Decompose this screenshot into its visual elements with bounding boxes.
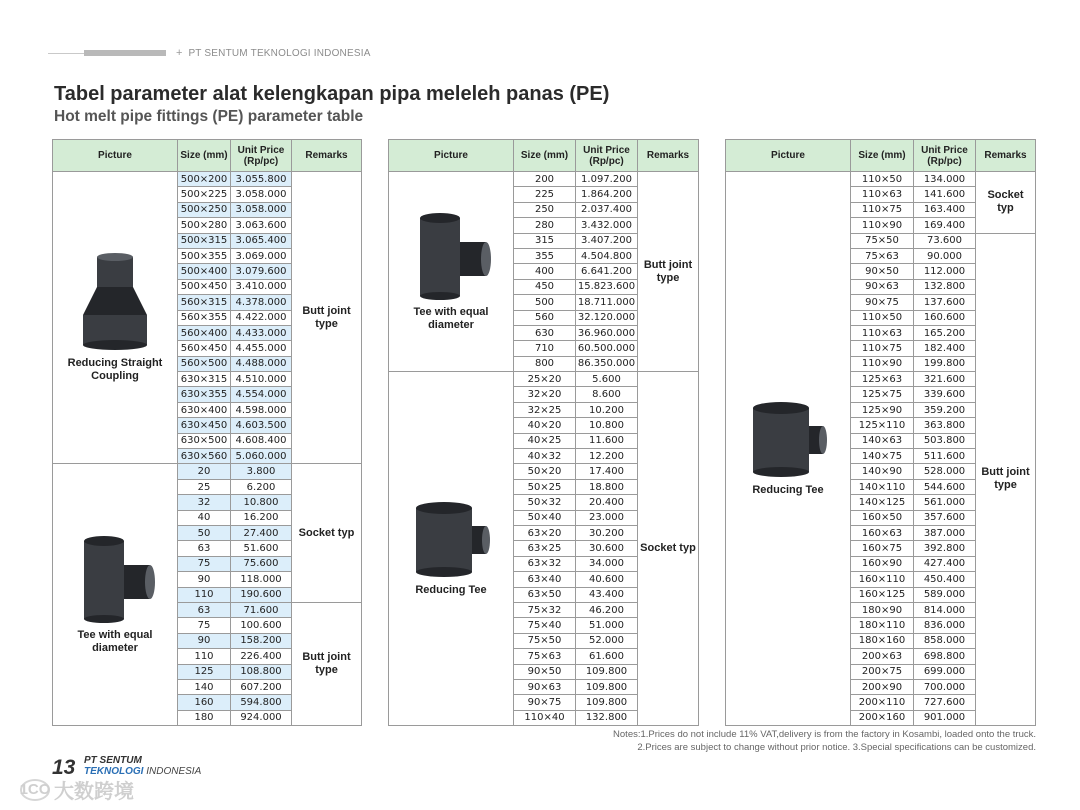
size-cell: 110×75 <box>851 202 914 217</box>
price-cell: 18.800 <box>576 479 638 494</box>
table-row <box>53 172 362 187</box>
price-cell: 3.432.000 <box>576 218 638 233</box>
price-cell: 90.000 <box>914 248 976 263</box>
page-title: Tabel parameter alat kelengkapan pipa meleleh panas (PE) <box>54 83 610 105</box>
price-cell: 6.200 <box>231 479 292 494</box>
size-cell: 500×315 <box>178 233 231 248</box>
price-cell: 4.504.800 <box>576 248 638 263</box>
price-cell: 1.097.200 <box>576 172 638 187</box>
size-cell: 140×63 <box>851 433 914 448</box>
size-cell: 90 <box>178 572 231 587</box>
size-cell: 63 <box>178 541 231 556</box>
size-cell: 180 <box>178 710 231 725</box>
size-cell: 50×25 <box>514 479 576 494</box>
size-cell: 40×32 <box>514 449 576 464</box>
price-cell: 4.488.000 <box>231 356 292 371</box>
size-cell: 500×355 <box>178 248 231 263</box>
price-cell: 10.800 <box>576 418 638 433</box>
column-header-price: Unit Price (Rp/pc) <box>914 140 976 172</box>
price-cell: 132.800 <box>914 279 976 294</box>
size-cell: 90×63 <box>514 679 576 694</box>
price-cell: 30.600 <box>576 541 638 556</box>
price-cell: 10.800 <box>231 495 292 510</box>
price-cell: 858.000 <box>914 633 976 648</box>
size-cell: 50×32 <box>514 495 576 510</box>
size-cell: 75×32 <box>514 602 576 617</box>
price-cell: 16.200 <box>231 510 292 525</box>
size-cell: 125×110 <box>851 418 914 433</box>
product-cell-reducing-tee <box>389 372 514 726</box>
price-cell: 359.200 <box>914 402 976 417</box>
size-cell: 560×315 <box>178 295 231 310</box>
product-name: Reducing Tee <box>415 584 487 597</box>
size-cell: 160×50 <box>851 510 914 525</box>
price-cell: 36.960.000 <box>576 325 638 340</box>
size-cell: 200×63 <box>851 649 914 664</box>
size-cell: 75 <box>178 556 231 571</box>
price-cell: 924.000 <box>231 710 292 725</box>
notes-line-1: Notes:1.Prices do not include 11% VAT,delivery is from the factory in Kosambi, loaded onto the truck. <box>613 729 1036 740</box>
price-cell: 132.800 <box>576 710 638 725</box>
size-cell: 40×20 <box>514 418 576 433</box>
product-figure <box>728 400 848 497</box>
price-cell: 3.079.600 <box>231 264 292 279</box>
size-cell: 560×450 <box>178 341 231 356</box>
product-figure <box>391 212 511 332</box>
price-cell: 73.600 <box>914 233 976 248</box>
size-cell: 560×400 <box>178 325 231 340</box>
size-cell: 110×50 <box>851 172 914 187</box>
price-cell: 61.600 <box>576 649 638 664</box>
price-cell: 34.000 <box>576 556 638 571</box>
size-cell: 160×75 <box>851 541 914 556</box>
price-cell: 387.000 <box>914 525 976 540</box>
remark-cell: Butt joint type <box>976 233 1036 726</box>
size-cell: 500×400 <box>178 264 231 279</box>
column-header-price: Unit Price (Rp/pc) <box>231 140 292 172</box>
price-cell: 10.200 <box>576 402 638 417</box>
size-cell: 75×50 <box>851 233 914 248</box>
price-cell: 8.600 <box>576 387 638 402</box>
size-cell: 25×20 <box>514 372 576 387</box>
size-cell: 125×90 <box>851 402 914 417</box>
size-cell: 225 <box>514 187 576 202</box>
price-cell: 108.800 <box>231 664 292 679</box>
size-cell: 75×63 <box>851 248 914 263</box>
price-cell: 165.200 <box>914 325 976 340</box>
top-rule <box>48 47 371 59</box>
coupling-icon <box>77 253 153 351</box>
size-cell: 110×90 <box>851 218 914 233</box>
price-cell: 363.800 <box>914 418 976 433</box>
size-cell: 200×75 <box>851 664 914 679</box>
price-cell: 3.055.800 <box>231 172 292 187</box>
price-table-3 <box>725 139 1036 726</box>
price-cell: 3.407.200 <box>576 233 638 248</box>
product-name: Reducing Straight Coupling <box>67 356 163 382</box>
product-cell-tee-with-equal-diameter <box>53 464 178 726</box>
header-company: PT SENTUM TEKNOLOGI INDONESIA <box>188 47 371 59</box>
size-cell: 355 <box>514 248 576 263</box>
price-cell: 15.823.600 <box>576 279 638 294</box>
price-cell: 339.600 <box>914 387 976 402</box>
tee-equal-icon <box>74 535 156 623</box>
column-header-size: Size (mm) <box>851 140 914 172</box>
size-cell: 20 <box>178 464 231 479</box>
size-cell: 63×40 <box>514 572 576 587</box>
size-cell: 63×32 <box>514 556 576 571</box>
size-cell: 125×63 <box>851 372 914 387</box>
price-cell: 158.200 <box>231 633 292 648</box>
price-cell: 503.800 <box>914 433 976 448</box>
size-cell: 500×250 <box>178 202 231 217</box>
column-header-picture: Picture <box>53 140 178 172</box>
price-cell: 321.600 <box>914 372 976 387</box>
price-cell: 544.600 <box>914 479 976 494</box>
size-cell: 180×90 <box>851 602 914 617</box>
price-cell: 3.800 <box>231 464 292 479</box>
size-cell: 50×40 <box>514 510 576 525</box>
size-cell: 200 <box>514 172 576 187</box>
size-cell: 630×315 <box>178 372 231 387</box>
price-cell: 52.000 <box>576 633 638 648</box>
price-cell: 5.060.000 <box>231 449 292 464</box>
size-cell: 125 <box>178 664 231 679</box>
size-cell: 63×20 <box>514 525 576 540</box>
price-cell: 357.600 <box>914 510 976 525</box>
size-cell: 90×50 <box>514 664 576 679</box>
remark-cell: Butt joint type <box>292 602 362 725</box>
size-cell: 500×225 <box>178 187 231 202</box>
price-cell: 528.000 <box>914 464 976 479</box>
size-cell: 110×75 <box>851 341 914 356</box>
price-cell: 700.000 <box>914 679 976 694</box>
size-cell: 75×50 <box>514 633 576 648</box>
price-cell: 51.000 <box>576 618 638 633</box>
notes <box>613 728 1036 754</box>
price-cell: 182.400 <box>914 341 976 356</box>
size-cell: 90×75 <box>851 295 914 310</box>
watermark <box>20 775 134 804</box>
size-cell: 280 <box>514 218 576 233</box>
reducing-tee-icon <box>747 400 829 478</box>
price-cell: 814.000 <box>914 602 976 617</box>
size-cell: 560×355 <box>178 310 231 325</box>
price-cell: 40.600 <box>576 572 638 587</box>
price-cell: 109.800 <box>576 664 638 679</box>
size-cell: 75×40 <box>514 618 576 633</box>
price-cell: 75.600 <box>231 556 292 571</box>
product-figure <box>391 500 511 597</box>
size-cell: 140×75 <box>851 449 914 464</box>
column-header-remarks: Remarks <box>976 140 1036 172</box>
size-cell: 50×20 <box>514 464 576 479</box>
price-cell: 699.000 <box>914 664 976 679</box>
size-cell: 40×25 <box>514 433 576 448</box>
plus-icon: + <box>176 47 183 59</box>
size-cell: 25 <box>178 479 231 494</box>
footer-company-word-2: INDONESIA <box>146 766 202 777</box>
price-table-1 <box>52 139 362 726</box>
column-header-size: Size (mm) <box>514 140 576 172</box>
size-cell: 180×160 <box>851 633 914 648</box>
price-cell: 3.063.600 <box>231 218 292 233</box>
price-cell: 5.600 <box>576 372 638 387</box>
price-cell: 17.400 <box>576 464 638 479</box>
size-cell: 630×500 <box>178 433 231 448</box>
size-cell: 32×25 <box>514 402 576 417</box>
price-cell: 141.600 <box>914 187 976 202</box>
price-cell: 4.603.500 <box>231 418 292 433</box>
table-row <box>53 464 362 479</box>
header-row <box>389 140 699 172</box>
size-cell: 90×50 <box>851 264 914 279</box>
size-cell: 140 <box>178 679 231 694</box>
price-cell: 4.433.000 <box>231 325 292 340</box>
size-cell: 630 <box>514 325 576 340</box>
size-cell: 110×40 <box>514 710 576 725</box>
size-cell: 630×355 <box>178 387 231 402</box>
price-cell: 4.554.000 <box>231 387 292 402</box>
price-cell: 169.400 <box>914 218 976 233</box>
size-cell: 400 <box>514 264 576 279</box>
size-cell: 630×400 <box>178 402 231 417</box>
watermark-logo-icon: 1CO <box>20 779 50 801</box>
size-cell: 180×110 <box>851 618 914 633</box>
rule-thick <box>84 50 166 56</box>
size-cell: 90 <box>178 633 231 648</box>
footer-company-word-1: TEKNOLOGI <box>84 766 144 777</box>
product-name: Reducing Tee <box>752 484 824 497</box>
price-cell: 190.600 <box>231 587 292 602</box>
product-name: Tee with equal diameter <box>77 628 153 654</box>
price-cell: 137.600 <box>914 295 976 310</box>
size-cell: 200×110 <box>851 695 914 710</box>
size-cell: 110×63 <box>851 325 914 340</box>
size-cell: 160 <box>178 695 231 710</box>
price-cell: 3.410.000 <box>231 279 292 294</box>
column-header-remarks: Remarks <box>638 140 699 172</box>
remark-cell: Butt joint type <box>292 172 362 464</box>
size-cell: 110×63 <box>851 187 914 202</box>
price-cell: 3.065.400 <box>231 233 292 248</box>
column-header-picture: Picture <box>389 140 514 172</box>
reducing-tee-icon <box>410 500 492 578</box>
size-cell: 200×90 <box>851 679 914 694</box>
price-cell: 589.000 <box>914 587 976 602</box>
size-cell: 75×63 <box>514 649 576 664</box>
notes-line-2: 2.Prices are subject to change without prior notice. 3.Special specifications can be customized. <box>637 742 1036 753</box>
size-cell: 500 <box>514 295 576 310</box>
footer-company <box>84 755 201 777</box>
price-table-2 <box>388 139 699 726</box>
price-cell: 226.400 <box>231 649 292 664</box>
price-cell: 160.600 <box>914 310 976 325</box>
price-cell: 20.400 <box>576 495 638 510</box>
price-cell: 71.600 <box>231 602 292 617</box>
size-cell: 710 <box>514 341 576 356</box>
tee-equal-icon <box>410 212 492 300</box>
column-header-remarks: Remarks <box>292 140 362 172</box>
size-cell: 110 <box>178 587 231 602</box>
size-cell: 200×160 <box>851 710 914 725</box>
product-cell-reducing-tee <box>726 172 851 726</box>
price-cell: 3.058.000 <box>231 202 292 217</box>
size-cell: 63×25 <box>514 541 576 556</box>
price-cell: 109.800 <box>576 679 638 694</box>
price-cell: 1.864.200 <box>576 187 638 202</box>
price-cell: 392.800 <box>914 541 976 556</box>
price-cell: 4.378.000 <box>231 295 292 310</box>
price-cell: 427.400 <box>914 556 976 571</box>
price-cell: 561.000 <box>914 495 976 510</box>
price-cell: 607.200 <box>231 679 292 694</box>
size-cell: 140×90 <box>851 464 914 479</box>
size-cell: 560 <box>514 310 576 325</box>
remark-cell: Socket typ <box>976 172 1036 234</box>
size-cell: 160×90 <box>851 556 914 571</box>
price-cell: 118.000 <box>231 572 292 587</box>
size-cell: 250 <box>514 202 576 217</box>
price-cell: 836.000 <box>914 618 976 633</box>
size-cell: 160×110 <box>851 572 914 587</box>
size-cell: 40 <box>178 510 231 525</box>
price-cell: 134.000 <box>914 172 976 187</box>
price-cell: 23.000 <box>576 510 638 525</box>
price-cell: 46.200 <box>576 602 638 617</box>
price-cell: 100.600 <box>231 618 292 633</box>
table-row <box>389 172 699 187</box>
size-cell: 32 <box>178 495 231 510</box>
price-cell: 86.350.000 <box>576 356 638 371</box>
size-cell: 110 <box>178 649 231 664</box>
price-cell: 112.000 <box>914 264 976 279</box>
rule-thin <box>48 53 84 54</box>
product-figure <box>55 535 175 655</box>
price-cell: 4.422.000 <box>231 310 292 325</box>
footer-company-line1: PT SENTUM <box>84 755 142 766</box>
price-cell: 594.800 <box>231 695 292 710</box>
size-cell: 90×63 <box>851 279 914 294</box>
remark-cell: Butt joint type <box>638 172 699 372</box>
price-cell: 6.641.200 <box>576 264 638 279</box>
size-cell: 160×125 <box>851 587 914 602</box>
price-cell: 163.400 <box>914 202 976 217</box>
price-cell: 199.800 <box>914 356 976 371</box>
price-cell: 511.600 <box>914 449 976 464</box>
product-cell-reducing-straight-coupling <box>53 172 178 464</box>
price-cell: 60.500.000 <box>576 341 638 356</box>
size-cell: 560×500 <box>178 356 231 371</box>
size-cell: 315 <box>514 233 576 248</box>
price-cell: 698.800 <box>914 649 976 664</box>
table-row <box>389 372 699 387</box>
price-cell: 109.800 <box>576 695 638 710</box>
size-cell: 90×75 <box>514 695 576 710</box>
size-cell: 500×280 <box>178 218 231 233</box>
price-cell: 2.037.400 <box>576 202 638 217</box>
price-cell: 3.069.000 <box>231 248 292 263</box>
price-cell: 4.608.400 <box>231 433 292 448</box>
column-header-picture: Picture <box>726 140 851 172</box>
price-cell: 51.600 <box>231 541 292 556</box>
size-cell: 75 <box>178 618 231 633</box>
size-cell: 500×450 <box>178 279 231 294</box>
column-header-price: Unit Price (Rp/pc) <box>576 140 638 172</box>
column-header-size: Size (mm) <box>178 140 231 172</box>
size-cell: 800 <box>514 356 576 371</box>
watermark-text: 大数跨境 <box>54 781 134 803</box>
page-subtitle: Hot melt pipe fittings (PE) parameter table <box>54 108 364 125</box>
remark-cell: Socket typ <box>638 372 699 726</box>
price-cell: 4.455.000 <box>231 341 292 356</box>
size-cell: 160×63 <box>851 525 914 540</box>
remark-cell: Socket typ <box>292 464 362 603</box>
size-cell: 630×450 <box>178 418 231 433</box>
size-cell: 32×20 <box>514 387 576 402</box>
header-row <box>53 140 362 172</box>
price-cell: 450.400 <box>914 572 976 587</box>
size-cell: 63×50 <box>514 587 576 602</box>
size-cell: 450 <box>514 279 576 294</box>
price-cell: 3.058.000 <box>231 187 292 202</box>
product-name: Tee with equal diameter <box>413 305 489 331</box>
size-cell: 125×75 <box>851 387 914 402</box>
size-cell: 140×125 <box>851 495 914 510</box>
header-row <box>726 140 1036 172</box>
size-cell: 500×200 <box>178 172 231 187</box>
size-cell: 110×50 <box>851 310 914 325</box>
price-cell: 43.400 <box>576 587 638 602</box>
price-cell: 901.000 <box>914 710 976 725</box>
price-cell: 32.120.000 <box>576 310 638 325</box>
size-cell: 630×560 <box>178 449 231 464</box>
table-row <box>726 172 1036 187</box>
size-cell: 63 <box>178 602 231 617</box>
price-cell: 4.598.000 <box>231 402 292 417</box>
page-number: 13 <box>52 756 76 779</box>
product-figure <box>55 253 175 383</box>
size-cell: 140×110 <box>851 479 914 494</box>
price-cell: 727.600 <box>914 695 976 710</box>
size-cell: 50 <box>178 525 231 540</box>
price-cell: 18.711.000 <box>576 295 638 310</box>
price-cell: 12.200 <box>576 449 638 464</box>
price-cell: 27.400 <box>231 525 292 540</box>
product-cell-tee-with-equal-diameter <box>389 172 514 372</box>
price-cell: 11.600 <box>576 433 638 448</box>
price-cell: 30.200 <box>576 525 638 540</box>
size-cell: 110×90 <box>851 356 914 371</box>
price-cell: 4.510.000 <box>231 372 292 387</box>
